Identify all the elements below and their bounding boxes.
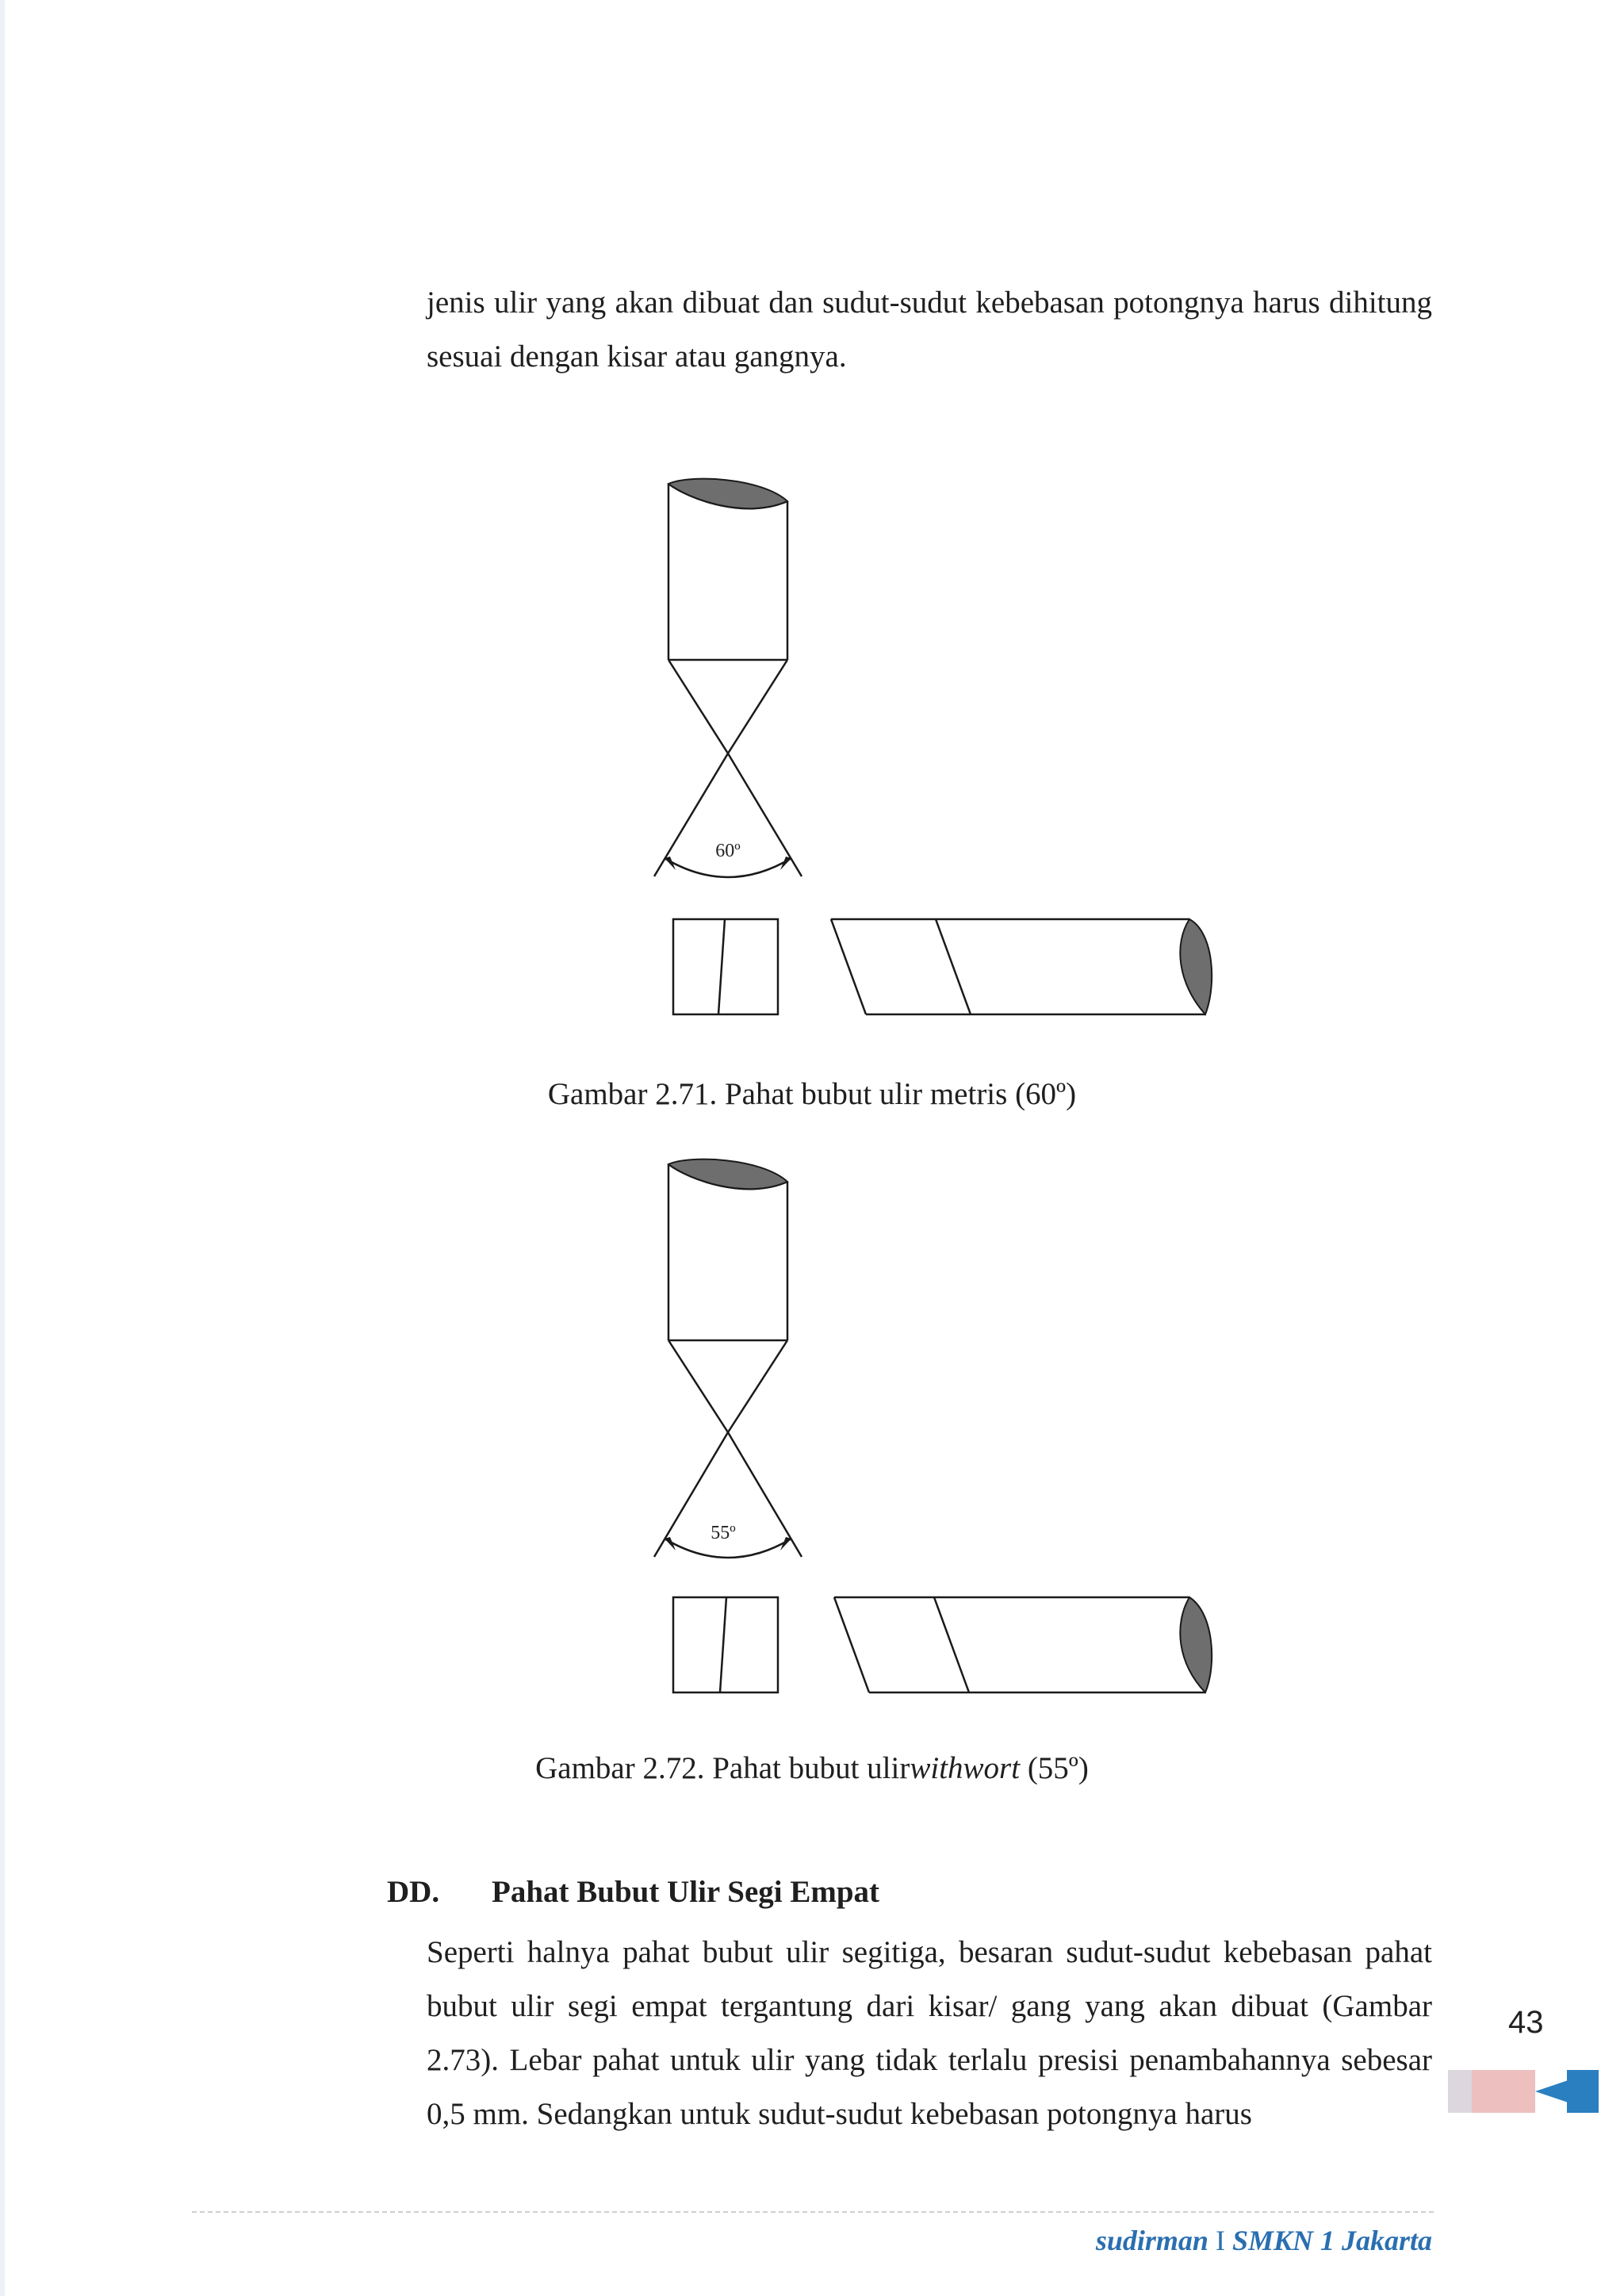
footer-divider — [192, 2211, 1434, 2213]
paragraph-top: jenis ulir yang akan dibuat dan sudut-sudut kebebasan potongnya harus dihitung sesuai dengan kisar atau gangnya. — [427, 286, 1432, 374]
section-number: DD. — [387, 1875, 440, 1909]
page-number: 43 — [1508, 2005, 1544, 2040]
angle-label-60: 60º — [715, 841, 741, 861]
whitworth-tool-drawing — [0, 1156, 1624, 1711]
figure-caption-metric: Gambar 2.71. Pahat bubut ulir metris (60º) — [547, 1077, 1077, 1111]
caption-suffix: (55º) — [1020, 1751, 1089, 1785]
page-edge-shadow — [0, 0, 5, 2296]
figure-whitworth-tool — [0, 1156, 1624, 1711]
page-tab-decoration — [1448, 2064, 1599, 2119]
figure-caption-whitworth — [0, 1750, 1624, 1788]
figure-metric-tool — [0, 476, 1624, 1031]
footer-separator: I — [1215, 2225, 1225, 2256]
footer-credit — [1096, 2224, 1432, 2257]
paragraph-bottom: Seperti halnya pahat bubut ulir segitiga, besaran sudut-sudut kebebasan pahat bubut ulir segi empat tergantung dari kisar/ gang yang akan dibuat (Gambar 2.73). Lebar pahat untuk ulir yang tidak terlalu presisi penambahannya sebesar 0,5 mm. Sedangkan untuk sudut-sudut kebebasan potongnya harus — [427, 1935, 1432, 2131]
metric-tool-drawing — [0, 476, 1624, 1031]
angle-label-55: 55º — [710, 1523, 736, 1543]
caption-italic: withwort — [910, 1751, 1021, 1785]
caption-prefix: Gambar 2.72. Pahat bubut ulir — [535, 1751, 910, 1785]
section-title: Pahat Bubut Ulir Segi Empat — [492, 1875, 880, 1909]
footer-author: sudirman — [1095, 2225, 1208, 2256]
footer-school: SMKN 1 Jakarta — [1231, 2225, 1432, 2256]
